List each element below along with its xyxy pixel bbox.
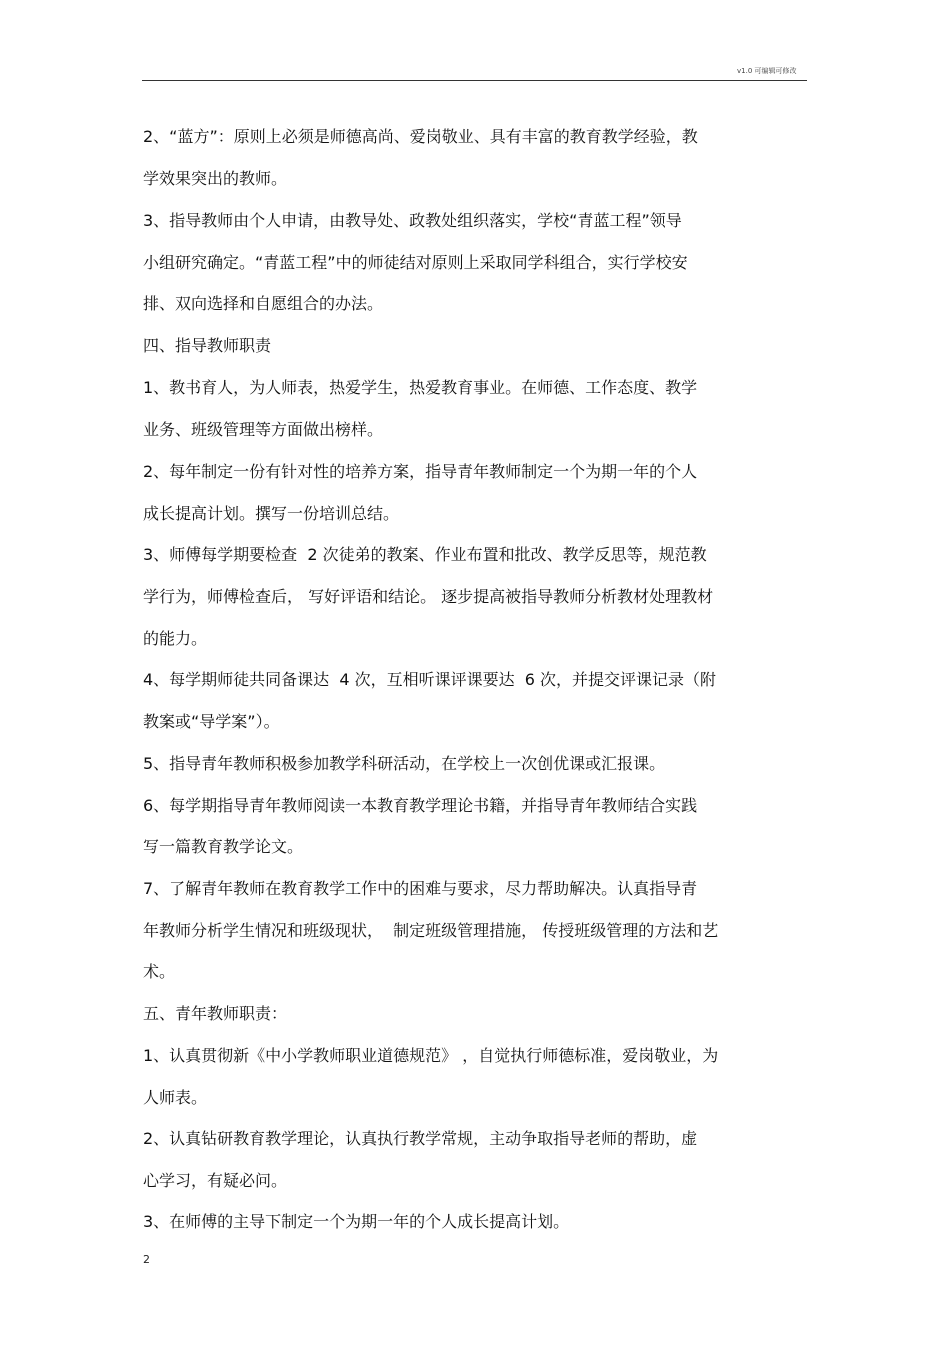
text-line: 心学习，有疑必问。: [143, 1171, 288, 1190]
text-line: 5、指导青年教师积极参加教学科研活动，在学校上一次创优课或汇报课。: [143, 754, 666, 773]
text-line: 术。: [143, 962, 176, 981]
text-line: 3、在师傅的主导下制定一个为期一年的个人成长提高计划。: [143, 1212, 570, 1231]
text-line: 教案或“导学案”）。: [143, 712, 280, 731]
text-line: 4、每学期师徒共同备课达 4 次，互相听课评课要达 6 次，并提交评课记录（附: [143, 670, 717, 689]
page-number: 2: [143, 1253, 150, 1266]
text-line: 2、“蓝方”：原则上必须是师德高尚、爱岗敬业、具有丰富的教育教学经验，教: [143, 127, 698, 146]
text-line: 成长提高计划。撰写一份培训总结。: [143, 504, 400, 523]
header-divider: [142, 80, 807, 81]
text-line: 年教师分析学生情况和班级现状， 制定班级管理措施， 传授班级管理的方法和艺: [143, 921, 719, 940]
version-label: v1.0 可编辑可修改: [737, 67, 797, 75]
text-line: 的能力。: [143, 629, 208, 648]
text-line: 学行为，师傅检查后， 写好评语和结论。 逐步提高被指导教师分析教材处理教材: [143, 587, 714, 606]
text-line: 1、教书育人，为人师表，热爱学生，热爱教育事业。在师德、工作态度、教学: [143, 378, 698, 397]
text-line: 人师表。: [143, 1088, 208, 1107]
text-line: 3、师傅每学期要检查 2 次徒弟的教案、作业布置和批改、教学反思等，规范教: [143, 545, 707, 564]
text-line: 3、指导教师由个人申请，由教导处、政教处组织落实，学校“青蓝工程”领导: [143, 211, 682, 230]
text-line: 2、每年制定一份有针对性的培养方案，指导青年教师制定一个为期一年的个人: [143, 462, 698, 481]
text-line: 写一篇教育教学论文。: [143, 837, 304, 856]
text-line: 业务、班级管理等方面做出榜样。: [143, 420, 384, 439]
text-line: 6、每学期指导青年教师阅读一本教育教学理论书籍，并指导青年教师结合实践: [143, 796, 698, 815]
text-line: 小组研究确定。“青蓝工程”中的师徒结对原则上采取同学科组合，实行学校安: [143, 253, 688, 272]
section-heading: 四、指导教师职责: [143, 336, 272, 355]
text-line: 7、了解青年教师在教育教学工作中的困难与要求，尽力帮助解决。认真指导青: [143, 879, 698, 898]
text-line: 学效果突出的教师。: [143, 169, 288, 188]
text-line: 2、认真钻研教育教学理论，认真执行教学常规，主动争取指导老师的帮助，虚: [143, 1129, 698, 1148]
text-line: 排、双向选择和自愿组合的办法。: [143, 294, 384, 313]
section-heading: 五、青年教师职责：: [143, 1004, 288, 1023]
text-line: 1、认真贯彻新《中小学教师职业道德规范》 ，自觉执行师德标准，爱岗敬业，为: [143, 1046, 719, 1065]
